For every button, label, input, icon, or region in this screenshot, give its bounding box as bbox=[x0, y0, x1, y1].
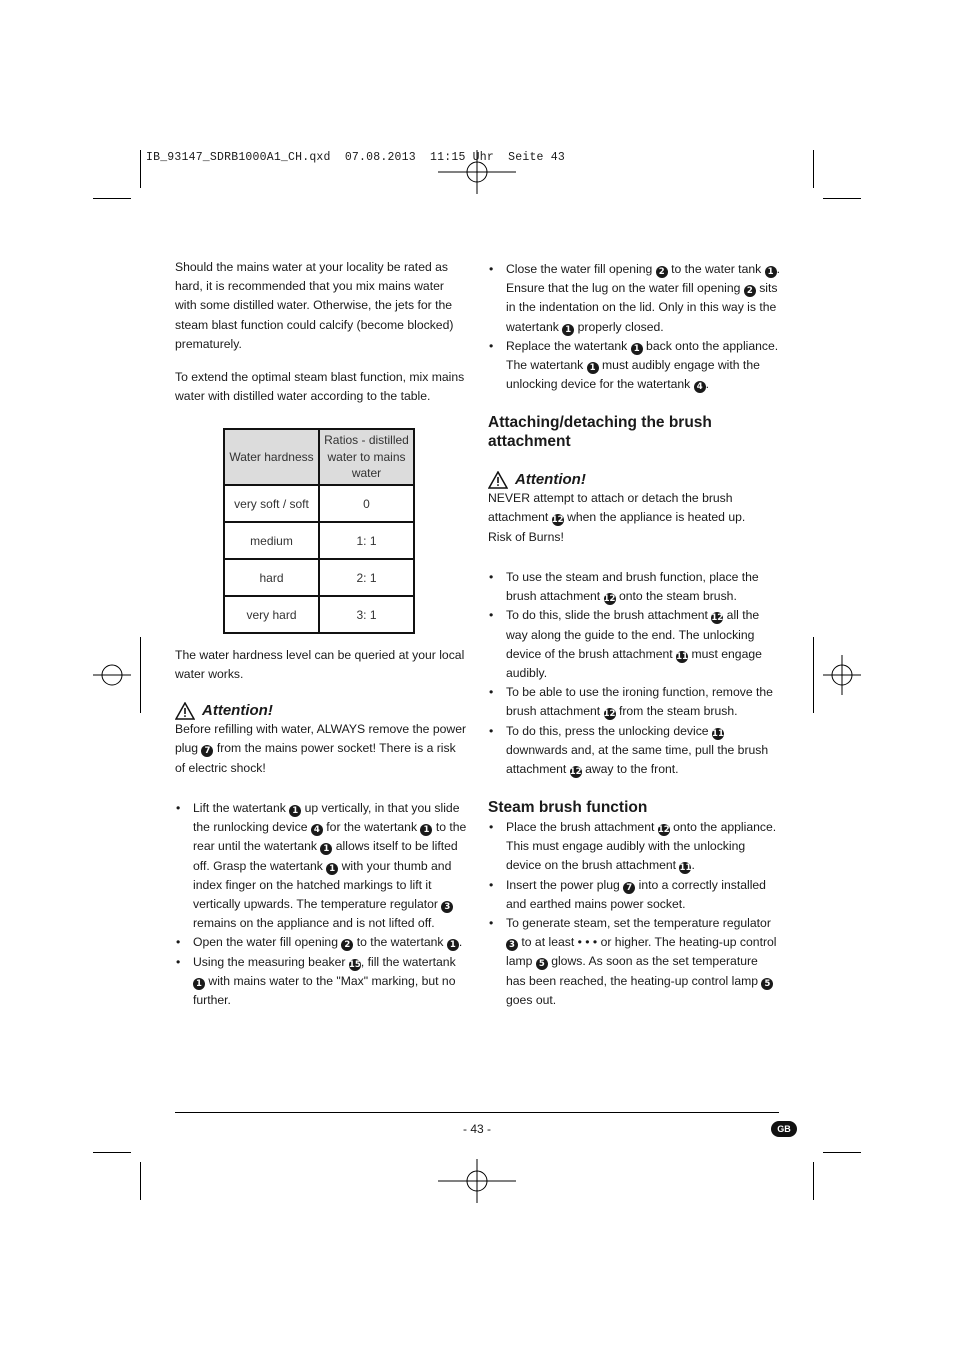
table-cell: 0 bbox=[319, 485, 414, 522]
list-item: • To do this, slide the brush attachment 12 all the way along the guide to the end. The unlocking device of the brush attachment 11 must engage audibly. bbox=[488, 606, 780, 683]
number-icon: 4 bbox=[694, 381, 706, 393]
right-bullets-brush bbox=[488, 568, 780, 779]
number-icon: 12 bbox=[569, 767, 582, 778]
warning-icon bbox=[488, 471, 508, 489]
language-badge: GB bbox=[771, 1121, 797, 1137]
section-heading-steam: Steam brush function bbox=[488, 799, 648, 816]
paragraph-water-works-block bbox=[175, 646, 467, 684]
right-bullets-top bbox=[488, 260, 780, 394]
number-icon: 7 bbox=[201, 745, 213, 757]
number-icon: 1 bbox=[320, 843, 332, 855]
list-item: • Replace the watertank 1 back onto the appliance. The watertank 1 must audibly engage with the unlocking device for the watertank 4 . bbox=[488, 337, 780, 395]
paragraph-mix-block bbox=[175, 368, 467, 406]
number-icon: 12 bbox=[603, 594, 616, 605]
list-item: • Close the water fill opening 2 to the water tank 1 . Ensure that the lug on the water fill opening 2 sits in the indentation on the lid. Only in this way is the watertank 1 properly closed. bbox=[488, 260, 780, 337]
number-icon: 2 bbox=[744, 285, 756, 297]
number-icon: 1 bbox=[289, 805, 301, 817]
paragraph-mix: To extend the optimal steam blast function, mix mains water with distilled water according to the table. bbox=[175, 370, 465, 404]
number-icon: 3 bbox=[441, 901, 453, 913]
table-cell: 3: 1 bbox=[319, 596, 414, 633]
table-cell: 1: 1 bbox=[319, 522, 414, 559]
list-item: • Insert the power plug 7 into a correctly installed and earthed mains power socket. bbox=[488, 876, 780, 914]
paragraph-hard-water: Should the mains water at your locality be rated as hard, it is recommended that you mix mains water with some distilled water. Otherwise, the jets for the steam blast function could calcify (become blocked) prematurely. bbox=[175, 260, 454, 351]
footer-rule bbox=[175, 1112, 779, 1113]
table-cell: very soft / soft bbox=[224, 485, 319, 522]
attention-label: Attention! bbox=[202, 702, 273, 719]
file-slug: IB_93147_SDRB1000A1_CH.qxd 07.08.2013 11:15 Uhr Seite 43 bbox=[146, 151, 565, 164]
attention-heading bbox=[175, 701, 467, 720]
paragraph-water-works: The water hardness level can be queried at your local water works. bbox=[175, 648, 465, 682]
number-icon: 1 bbox=[193, 978, 205, 990]
table-cell: medium bbox=[224, 522, 319, 559]
table-row bbox=[224, 559, 414, 596]
table-cell: very hard bbox=[224, 596, 319, 633]
number-icon: 1 bbox=[631, 343, 643, 355]
number-icon: 1 bbox=[326, 863, 338, 875]
table-cell: 2: 1 bbox=[319, 559, 414, 596]
list-item: • To use the steam and brush function, place the brush attachment 12 onto the steam brush. bbox=[488, 568, 780, 606]
list-item: • Lift the watertank 1 up vertically, in that you slide the runlocking device 4 for the watertank 1 to the rear until the watertank 1 allows itself to be lifted off. Grasp the watertank 1 with your thumb and index finger on the hatched markings to lift it vertically upwards. The temperature regulator 3 remains on the appliance and is not lifted off. bbox=[175, 799, 467, 933]
number-icon: 11 bbox=[676, 651, 688, 662]
attention-risk: Risk of Burns! bbox=[488, 529, 564, 544]
number-icon: 2 bbox=[656, 266, 668, 278]
number-icon: 12 bbox=[603, 709, 616, 720]
attention-text: Before refilling with water, ALWAYS remove the power plug 7 from the mains power socket! There is a risk of electric shock! bbox=[175, 722, 467, 775]
number-icon: 4 bbox=[311, 824, 323, 836]
number-icon: 5 bbox=[761, 978, 773, 990]
number-icon: 3 bbox=[506, 939, 518, 951]
list-item: • To be able to use the ironing function, remove the brush attachment 12 from the steam brush. bbox=[488, 683, 780, 721]
water-hardness-table bbox=[223, 428, 415, 634]
brush-section bbox=[488, 413, 780, 451]
number-icon: 1 bbox=[562, 324, 574, 336]
table-row bbox=[224, 485, 414, 522]
number-icon: 12 bbox=[551, 515, 564, 526]
left-bullets bbox=[175, 799, 467, 1010]
number-icon: 7 bbox=[623, 882, 635, 894]
number-icon: 1 bbox=[587, 362, 599, 374]
number-icon: 1 bbox=[420, 824, 432, 836]
table-header-hardness: Water hardness bbox=[224, 429, 319, 485]
number-icon: 1 bbox=[765, 266, 777, 278]
number-icon: 5 bbox=[536, 958, 548, 970]
attention-heading bbox=[488, 470, 780, 489]
number-icon: 11 bbox=[712, 728, 724, 739]
list-item: • Open the water fill opening 2 to the watertank 1 . bbox=[175, 933, 467, 952]
list-item: • Using the measuring beaker 15, fill the watertank 1 with mains water to the "Max" marking, but no further. bbox=[175, 953, 467, 1011]
left-column bbox=[175, 258, 467, 354]
number-icon: 12 bbox=[657, 825, 670, 835]
number-icon: 1 bbox=[447, 939, 459, 951]
list-item: • Place the brush attachment 12 onto the appliance. This must engage audibly with the unlocking device on the brush attachment 11. bbox=[488, 818, 780, 876]
attention-text: NEVER attempt to attach or detach the brush attachment 12 when the appliance is heated up. bbox=[488, 491, 746, 526]
table-header-ratio: Ratios - distilled water to mains water bbox=[319, 429, 414, 485]
attention-block-left bbox=[175, 701, 467, 778]
steam-section bbox=[488, 798, 780, 1010]
number-icon: 2 bbox=[341, 939, 353, 951]
number-icon: 12 bbox=[711, 613, 724, 624]
list-item: • To generate steam, set the temperature regulator 3 to at least • • • or higher. The heating-up control lamp 5 glows. As soon as the set temperature has been reached, the heating-up control lamp 5 goes out. bbox=[488, 914, 780, 1010]
attention-label: Attention! bbox=[515, 471, 586, 488]
number-icon: 15 bbox=[348, 959, 361, 970]
table-row bbox=[224, 596, 414, 633]
number-icon: 11 bbox=[679, 863, 692, 874]
page-number: - 43 - bbox=[462, 1122, 491, 1136]
list-item: • To do this, press the unlocking device 11 downwards and, at the same time, pull the brush attachment 12 away to the front. bbox=[488, 722, 780, 780]
attention-block-right bbox=[488, 470, 780, 547]
table-row bbox=[224, 522, 414, 559]
warning-icon bbox=[175, 702, 195, 720]
table-cell: hard bbox=[224, 559, 319, 596]
section-heading-brush: Attaching/detaching the brush attachment bbox=[488, 414, 712, 450]
